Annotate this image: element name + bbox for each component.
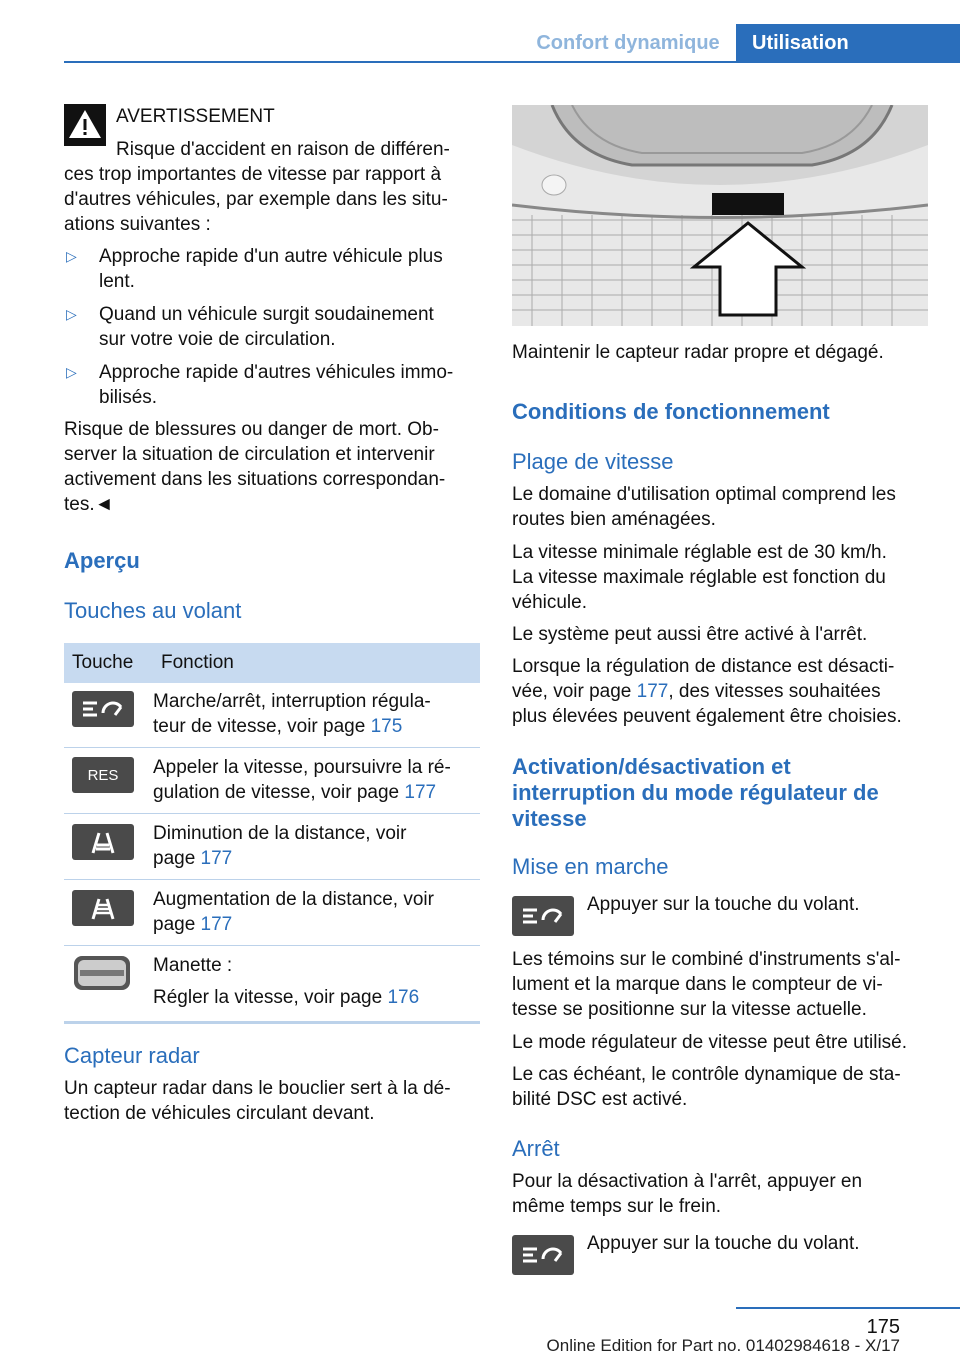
bullet-icon: ▷ xyxy=(66,306,77,322)
page-link[interactable]: 177 xyxy=(200,848,233,869)
subsection-heading: Touches au volant xyxy=(64,598,242,623)
res-button-icon: RES xyxy=(72,757,134,793)
keys-table xyxy=(64,643,480,1024)
page-link[interactable]: 177 xyxy=(636,681,669,702)
photo-caption: Maintenir le capteur radar propre et dégagé. xyxy=(512,342,884,363)
table-header xyxy=(64,643,480,683)
page-number: 175 xyxy=(866,1316,900,1338)
section-heading: Activation/désactivation et interruption du mode régulateur de vitesse xyxy=(512,754,879,831)
warning-item: Approche rapide d'autres véhicules immo‐ bilisés. xyxy=(99,362,454,408)
online-edition: Online Edition for Part no. 01402984618 - X/17 xyxy=(546,1336,900,1355)
header-section: Confort dynamique xyxy=(536,32,720,54)
table-row: Augmentation de la distance, voir page 177 xyxy=(64,880,480,946)
table-row: RES Appeler la vitesse, poursuivre la ré‐ gulation de vitesse, voir page 177 xyxy=(64,748,480,814)
header-rule xyxy=(64,61,960,63)
distance-increase-icon xyxy=(72,890,134,926)
warning-item: Approche rapide d'un autre véhicule plus lent. xyxy=(99,246,443,292)
bullet-icon: ▷ xyxy=(66,248,77,264)
table-row: Marche/arrêt, interruption régula‐ teur de vitesse, voir page 175 xyxy=(64,683,480,748)
subsection-heading: Capteur radar xyxy=(64,1043,200,1068)
cruise-icon xyxy=(512,1235,574,1275)
warning-intro: Risque d'accident en raison de différen‐ ces trop importantes de vitesse par rapport à d'autres véhicules, par exemple dans les situ‐ ations suivantes : xyxy=(64,139,450,235)
distance-decrease-icon xyxy=(72,824,134,860)
footer-rule xyxy=(736,1307,960,1309)
bullet-icon: ▷ xyxy=(66,364,77,380)
radar-sensor-photo xyxy=(512,105,928,326)
warning-title: AVERTISSEMENT xyxy=(116,106,275,127)
subsection-heading: Mise en marche xyxy=(512,854,669,879)
warning-item: Quand un véhicule surgit soudainement sur votre voie de circulation. xyxy=(99,304,434,350)
lever-icon xyxy=(72,954,134,994)
header-tab: Utilisation xyxy=(736,24,960,63)
page-link[interactable]: 177 xyxy=(404,782,437,803)
section-heading: Conditions de fonctionnement xyxy=(512,399,830,424)
page-link[interactable]: 177 xyxy=(200,914,233,935)
capteur-text: Un capteur radar dans le bouclier sert à la dé‐ tection de véhicules circulant devant. xyxy=(64,1078,451,1124)
subsection-heading: Arrêt xyxy=(512,1136,560,1161)
subsection-heading: Plage de vitesse xyxy=(512,449,674,474)
table-row: Diminution de la distance, voir page 177 xyxy=(64,814,480,880)
col-touche: Touche xyxy=(72,652,134,673)
warning-outro: Risque de blessures ou danger de mort. Ob‐ server la situation de circulation et intervenir activement dans les situations correspondan‐ tes.◄ xyxy=(64,419,446,515)
page-link[interactable]: 176 xyxy=(387,987,420,1008)
table-row: Manette : Régler la vitesse, voir page 176 xyxy=(64,946,480,1024)
page-link[interactable]: 175 xyxy=(370,716,403,737)
cruise-icon xyxy=(72,691,134,727)
cruise-icon xyxy=(512,896,574,936)
section-heading: Aperçu xyxy=(64,548,140,573)
col-fonction: Fonction xyxy=(161,652,234,673)
